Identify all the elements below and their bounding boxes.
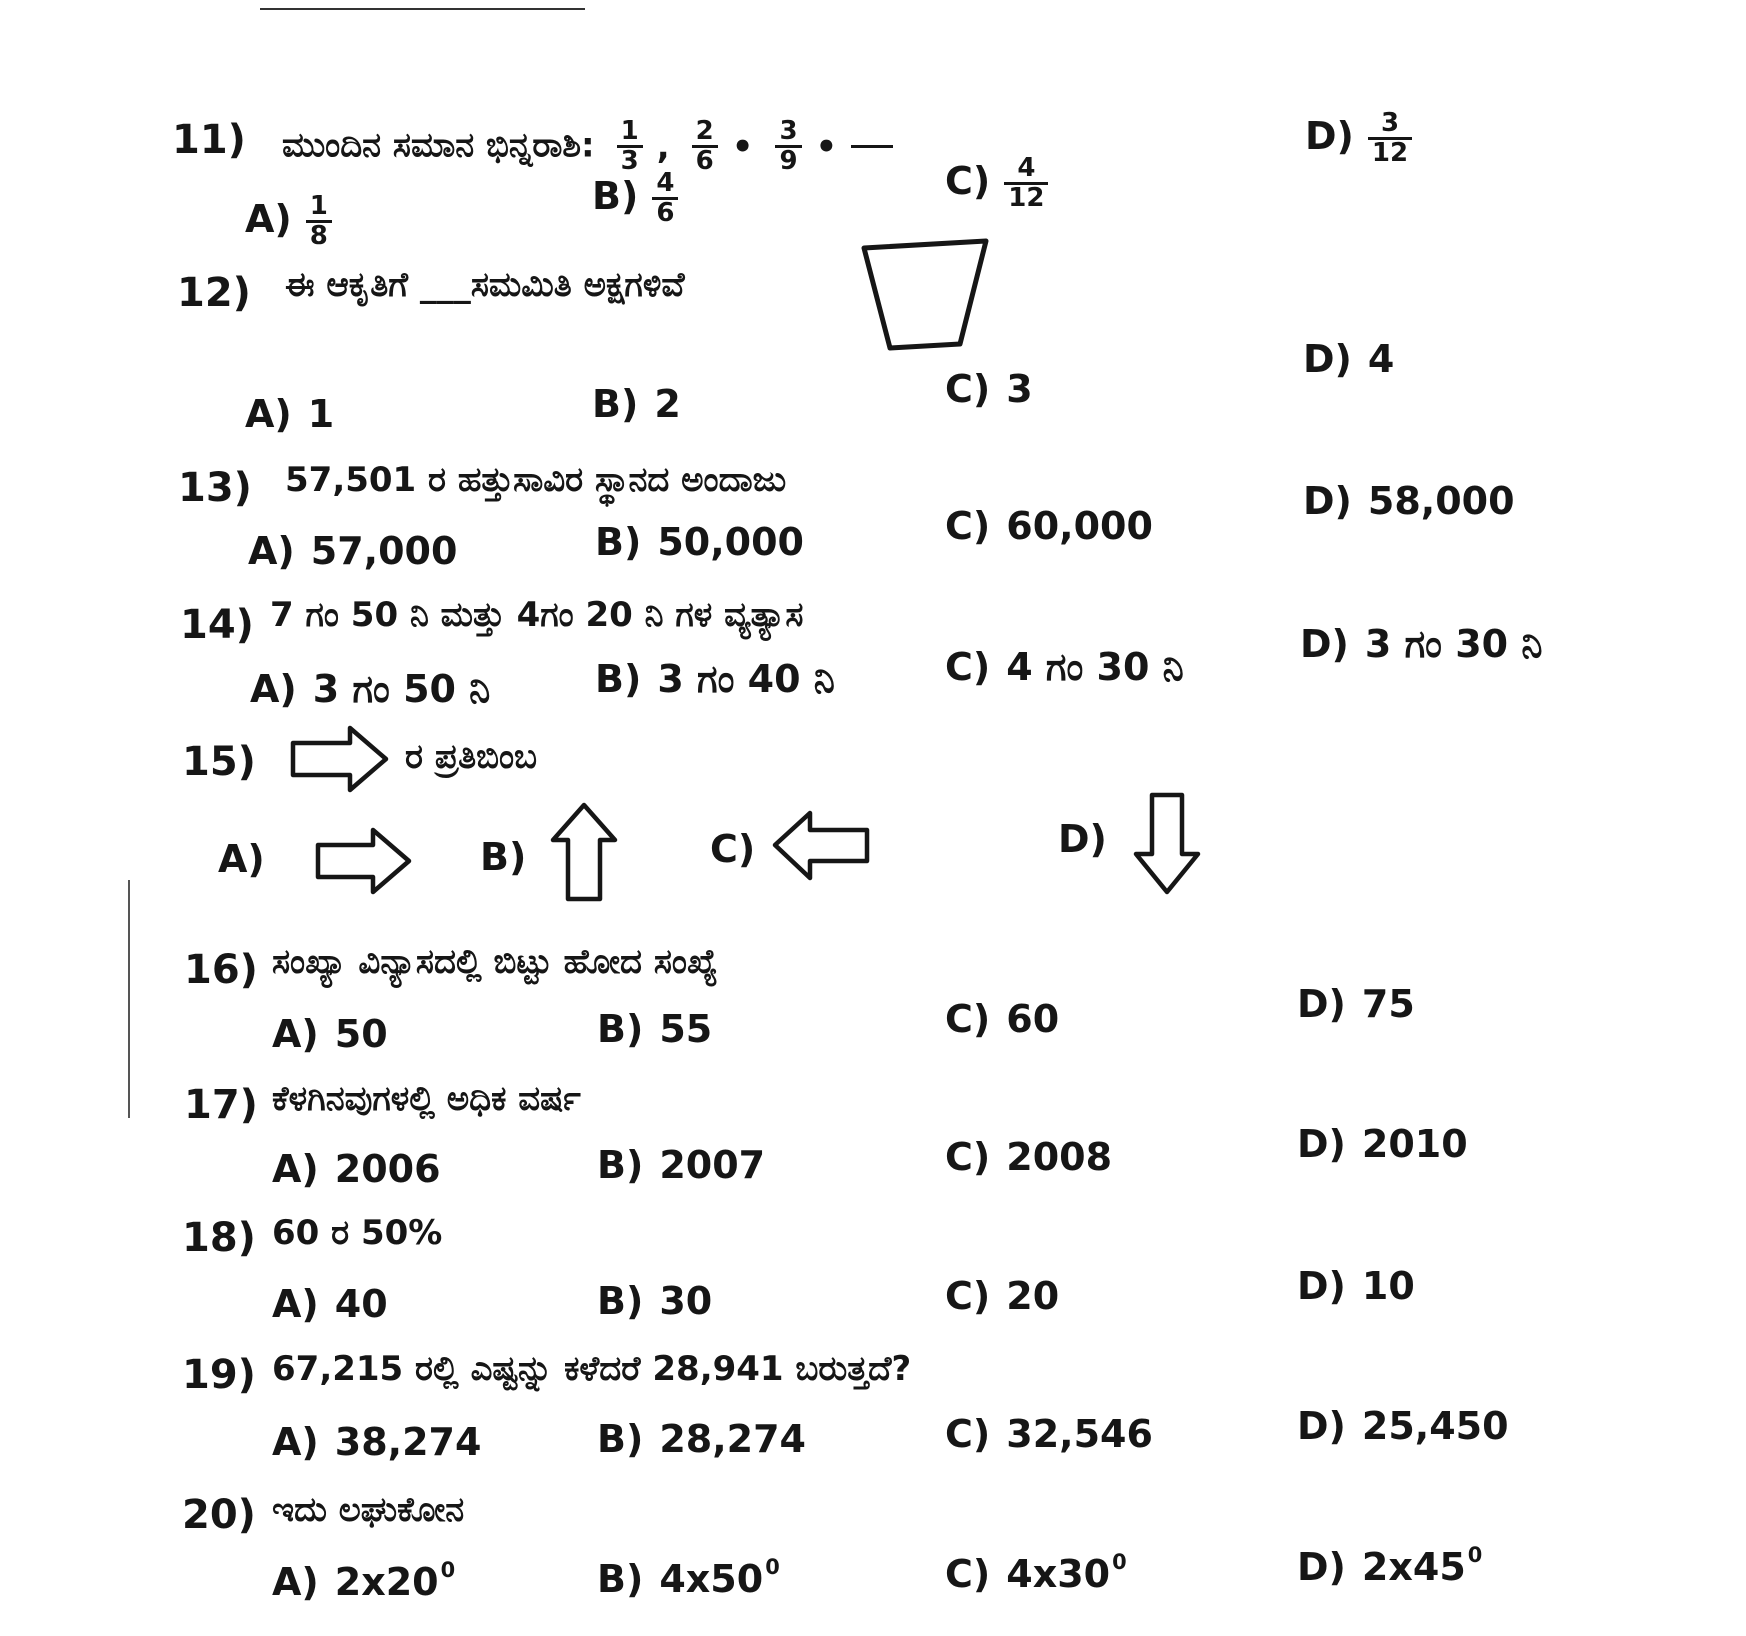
sequence-fraction: $\frac{3}{9}$ <box>775 118 801 176</box>
option-a[interactable]: A) 40 <box>272 1282 388 1326</box>
option-c[interactable]: C) $4x30^0$ <box>945 1550 1127 1596</box>
option-b-label[interactable]: B) <box>480 835 527 879</box>
answer-blank <box>851 145 893 148</box>
option-fraction: $\frac{3}{12}$ <box>1368 110 1412 168</box>
question-row <box>282 118 893 176</box>
question-text: ಕೆಳಗಿನವುಗಳಲ್ಲಿ ಅಧಿಕ ವರ್ಷ <box>272 1079 581 1119</box>
option-b[interactable]: B) 3 ಗಂ 40 ನಿ <box>595 657 835 701</box>
option-d[interactable]: D) 2010 <box>1297 1122 1468 1166</box>
option-d[interactable]: D) 4 <box>1303 337 1395 381</box>
option-b[interactable]: B) 28,274 <box>597 1417 806 1461</box>
question-text: ಮುಂದಿನ ಸಮಾನ ಭಿನ್ನರಾಶಿ: <box>282 125 595 166</box>
top-rule <box>260 8 585 10</box>
option-c[interactable]: C) 20 <box>945 1274 1060 1318</box>
question-text: 67,215 ರಲ್ಲಿ ಎಷ್ಟನ್ನು ಕಳೆದರೆ 28,941 ಬರುತ್ತದೆ? <box>272 1349 912 1389</box>
question-text: ಇದು ಲಘುಕೋನ <box>272 1490 465 1530</box>
option-fraction: $\frac{1}{8}$ <box>306 193 332 251</box>
option-b[interactable]: B) $4x50^0$ <box>597 1555 780 1601</box>
option-a[interactable]: A) 3 ಗಂ 50 ನಿ <box>250 667 491 711</box>
arrow-left-icon[interactable] <box>772 810 870 882</box>
option-a[interactable]: A) $\frac{1}{8}$ <box>245 193 332 251</box>
option-a-label[interactable]: A) <box>218 837 265 881</box>
trapezium-shape <box>860 238 990 350</box>
option-d[interactable]: D) $\frac{3}{12}$ <box>1305 110 1412 168</box>
sequence-fraction: $\frac{1}{3}$ <box>617 118 643 176</box>
arrow-up-icon[interactable] <box>550 802 618 902</box>
option-c[interactable]: C) 3 <box>945 367 1033 411</box>
arrow-right-icon <box>290 725 390 793</box>
option-b[interactable]: B) 50,000 <box>595 520 804 564</box>
sequence-fraction: $\frac{2}{6}$ <box>692 118 718 176</box>
option-c[interactable]: C) 4 ಗಂ 30 ನಿ <box>945 645 1184 689</box>
arrow-right-icon[interactable] <box>315 827 413 895</box>
option-c[interactable]: C) 2008 <box>945 1135 1113 1179</box>
question-text: 7 ಗಂ 50 ನಿ ಮತ್ತು 4ಗಂ 20 ನಿ ಗಳ ವ್ಯತ್ಯಾಸ <box>270 595 804 635</box>
option-b[interactable]: B) $\frac{4}{6}$ <box>592 170 678 228</box>
question-number: 18) <box>182 1215 256 1261</box>
option-b[interactable]: B) 55 <box>597 1007 713 1051</box>
arrow-down-icon[interactable] <box>1132 792 1202 896</box>
option-fraction: $\frac{4}{6}$ <box>652 170 678 228</box>
question-text: ಸಂಖ್ಯಾ ವಿನ್ಯಾಸದಲ್ಲಿ ಬಿಟ್ಟು ಹೋದ ಸಂಖ್ಯೆ <box>272 942 718 982</box>
question-number: 16) <box>184 947 258 993</box>
question-text: 57,501 ರ ಹತ್ತುಸಾವಿರ ಸ್ಥಾನದ ಅಂದಾಜು <box>285 460 787 500</box>
sequence-separator: • <box>731 126 754 167</box>
question-number: 13) <box>178 465 252 511</box>
question-number: 20) <box>182 1492 256 1538</box>
option-d[interactable]: D) 3 ಗಂ 30 ನಿ <box>1300 622 1543 666</box>
question-number: 12) <box>177 270 251 316</box>
option-c[interactable]: C) 60 <box>945 997 1060 1041</box>
option-c[interactable]: C) $\frac{4}{12}$ <box>945 155 1048 213</box>
margin-rule <box>128 880 130 1118</box>
option-d[interactable]: D) 25,450 <box>1297 1404 1509 1448</box>
option-c-label[interactable]: C) <box>710 827 756 871</box>
question-text: 60 ರ 50% <box>272 1213 443 1253</box>
sequence-separator: • <box>815 126 838 167</box>
question-number: 19) <box>182 1352 256 1398</box>
option-d-label[interactable]: D) <box>1058 817 1107 861</box>
question-number: 11) <box>172 117 246 163</box>
option-a[interactable]: A) 57,000 <box>248 529 458 573</box>
question-text: ಈ ಆಕೃತಿಗೆ ___ಸಮಮಿತಿ ಅಕ್ಷಗಳಿವೆ <box>285 265 685 305</box>
option-b[interactable]: B) 30 <box>597 1279 713 1323</box>
option-a[interactable]: A) 38,274 <box>272 1420 482 1464</box>
option-c[interactable]: C) 32,546 <box>945 1412 1153 1456</box>
question-number: 15) <box>182 739 256 785</box>
sequence-separator: , <box>656 126 670 167</box>
question-number: 14) <box>180 602 254 648</box>
option-fraction: $\frac{4}{12}$ <box>1004 155 1048 213</box>
option-c[interactable]: C) 60,000 <box>945 504 1153 548</box>
option-a[interactable]: A) 1 <box>245 392 335 436</box>
option-b[interactable]: B) 2007 <box>597 1143 766 1187</box>
option-d[interactable]: D) $2x45^0$ <box>1297 1543 1483 1589</box>
option-d[interactable]: D) 75 <box>1297 982 1415 1026</box>
option-b[interactable]: B) 2 <box>592 382 681 426</box>
question-text: ರ ಪ್ರತಿಬಿಂಬ <box>405 737 538 777</box>
option-d[interactable]: D) 58,000 <box>1303 479 1515 523</box>
option-d[interactable]: D) 10 <box>1297 1264 1415 1308</box>
question-number: 17) <box>184 1082 258 1128</box>
option-a[interactable]: A) $2x20^0$ <box>272 1558 456 1604</box>
option-a[interactable]: A) 2006 <box>272 1147 441 1191</box>
option-a[interactable]: A) 50 <box>272 1012 388 1056</box>
